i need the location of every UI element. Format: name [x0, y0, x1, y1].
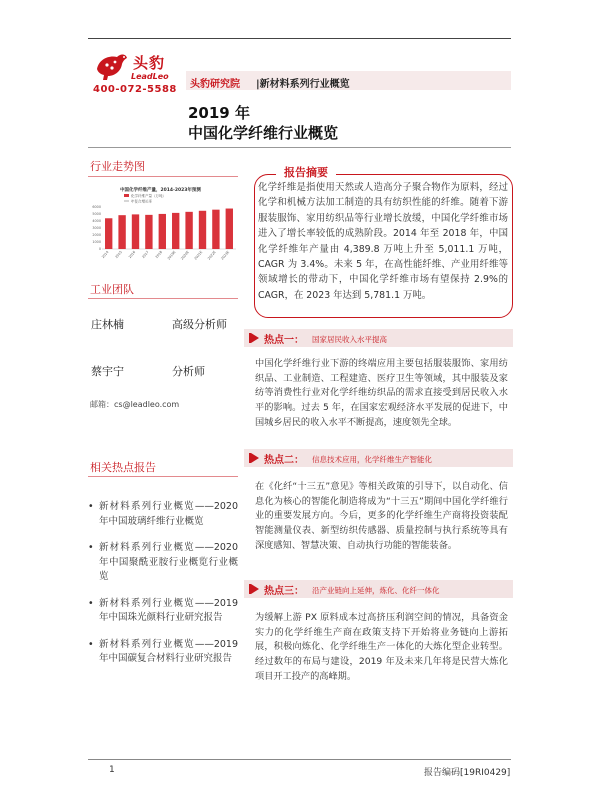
chart-y-tick-label: 1000: [92, 240, 101, 245]
team-member-name: 蔡宇宁: [91, 365, 124, 378]
trend-section-rule: [88, 176, 238, 177]
chart-bar: [105, 218, 112, 249]
chart-legend-swatch-bar: [124, 194, 129, 197]
logo-text: 头豹: [133, 54, 166, 72]
chart-x-tick-label: 2022E: [206, 250, 217, 261]
hotspot-label: 热点二：: [264, 455, 304, 466]
chart-title: 中国化学纤维产量，2014-2023年预测: [120, 188, 201, 193]
team-section-title: 工业团队: [90, 283, 134, 296]
chart-y-tick-label: 2000: [92, 233, 101, 238]
related-report-item[interactable]: • 新材料系列行业概览——2019 年中国碳复合材料行业研究报告: [88, 638, 238, 664]
chart-bar: [132, 214, 139, 249]
related-report-item[interactable]: • 新材料系列行业概览——2020 年中国玻璃纤维行业概览: [88, 501, 238, 527]
contact-email[interactable]: 邮箱：cs@leadleo.com: [90, 400, 180, 409]
page-title: 中国化学纤维行业概览: [188, 124, 339, 142]
team-member-role: 高级分析师: [172, 318, 227, 331]
chart-bar: [172, 213, 179, 249]
chart-x-tick-label: 2020E: [180, 250, 190, 261]
bullet-icon: •: [88, 638, 94, 650]
chart-y-tick-label: 0: [98, 247, 101, 252]
hotspot-arrow-icon: [248, 451, 262, 465]
chart-legend-bar: 化学纤维产量（万吨）: [131, 194, 166, 198]
hotspot-desc: 信息技术应用，化学纤维生产智能化: [312, 455, 432, 464]
related-report-list: [88, 500, 238, 679]
chart-legend-line: 年复合增长率: [131, 199, 152, 204]
team-section-rule: [88, 298, 238, 299]
hotspot-text: 为缓解上游 PX 原料成本过高挤压利润空间的情况，具备资金实力的化学纤维生产商在政策支持下开始将业务链向上游拓展，积极向炼化、化学纤维生产一体化的大炼化型企业转型。经过数年的布局与建设，2019 年及未来几年将是民营大炼化项目开工投产的高峰期。: [255, 612, 508, 682]
chart-x-tick-label: 2014: [101, 250, 110, 260]
chart-x-tick-label: 2017: [141, 250, 150, 260]
report-year: 2019 年: [188, 104, 250, 122]
footer-rule: [88, 759, 511, 760]
chart-bar: [145, 215, 152, 249]
chart-x-tick-label: 2016: [127, 250, 137, 260]
page-number: 1: [109, 765, 115, 775]
chart-bar: [199, 211, 206, 249]
chart-bar: [212, 210, 219, 249]
chart-x-tick-label: 2021E: [193, 250, 204, 261]
hotspot-label: 热点三：: [264, 586, 304, 597]
production-chart: [90, 183, 240, 275]
header-rule: [88, 147, 511, 148]
summary-tag: 报告摘要: [276, 164, 336, 180]
chart-x-tick-label: 2015: [114, 250, 123, 260]
chart-bar: [159, 214, 166, 249]
chart-y-tick-label: 3000: [92, 226, 101, 231]
chart-x-tick-label: 2023E: [220, 250, 231, 261]
chart-x-tick-label: 2019E: [166, 250, 177, 261]
team-member-role: 分析师: [172, 365, 205, 378]
chart-y-tick-label: 4000: [92, 219, 101, 224]
hotspot-text: 在《化纤“十三五”意见》等相关政策的引导下，以自动化、信息化为核心的智能化制造将成为“十三五”期间中国化学纤维行业的重要发展方向。今后，更多的化学纤维生产商将投资装配智能测量仪表、新型纺织传感器、质量控制与执行系统等具有深度感知、智慧决策、自动执行功能的智能装备。: [255, 481, 508, 551]
related-report-item[interactable]: • 新材料系列行业概览——2020 年中国聚酰亚胺行业概览行业概览: [88, 542, 238, 582]
hotspot-desc: 国家居民收入水平提高: [312, 335, 387, 344]
hotspot-arrow-icon: [248, 331, 262, 345]
hotspot-desc: 沿产业链向上延伸，炼化、化纤一体化: [312, 586, 440, 595]
hotspot-text: 中国化学纤维行业下游的终端应用主要包括服装服饰、家用纺织品、工业制造、工程建造、医疗卫生等领域，其中服装及家纺等消费性行业对化学纤维纺织品的需求直接受到居民收入水平的影响。过去 5 年，在国家宏观经济水平发展的促进下，中国城乡居民的收入水平不断提高，速度领先全球。: [255, 358, 508, 428]
chart-bar: [185, 212, 192, 249]
hotspot-arrow-icon: [248, 582, 262, 596]
hotspot-label: 热点一：: [264, 335, 304, 346]
phone-number: 400-072-5588: [93, 84, 177, 95]
related-section-rule: [88, 476, 238, 477]
bullet-icon: •: [88, 542, 94, 553]
team-member-name: 庄林楠: [91, 318, 124, 331]
related-section-title: 相关热点报告: [90, 461, 156, 474]
report-code: 报告编码[19RI0429]: [424, 768, 511, 778]
summary-text: 化学纤维是指使用天然或人造高分子聚合物作为原料，经过化学和机械方法加工制造的具有纺织性能的纤维。随着下游服装服饰、家用纺织品等行业增长放缓，中国化学纤维市场进入了增长率较低的成熟阶段。2014 年至 2018 年，中国化学纤维年产量由 4,389.8 万吨上升至 5,011.1 万吨，CAGR 为 3.4%。未来 5 年，在高性能纤维、产业用纤维等领域增长的带动下，中国化学纤维市场有望保持 2.9%的 CAGR，在 2023 年达到 5,781.1 万吨。: [258, 182, 508, 301]
chart-bar: [226, 209, 233, 249]
logo-subtext: LeadLeo: [131, 72, 169, 81]
leopard-logo-icon: [95, 49, 129, 83]
chart-y-tick-label: 5000: [92, 212, 101, 217]
bullet-icon: •: [88, 501, 94, 512]
chart-y-tick-label: 6000: [92, 205, 101, 210]
chart-x-tick-label: 2018: [154, 250, 164, 260]
top-rule: [88, 38, 511, 39]
related-report-item[interactable]: • 新材料系列行业概览——2019 年中国珠光颜料行业研究报告: [88, 597, 238, 623]
chart-bar: [118, 215, 125, 249]
trend-section-title: 行业走势图: [90, 160, 145, 173]
series-name: |新材料系列行业概览: [256, 79, 350, 90]
bullet-icon: •: [88, 597, 94, 609]
institute-name: 头豹研究院: [190, 79, 240, 90]
